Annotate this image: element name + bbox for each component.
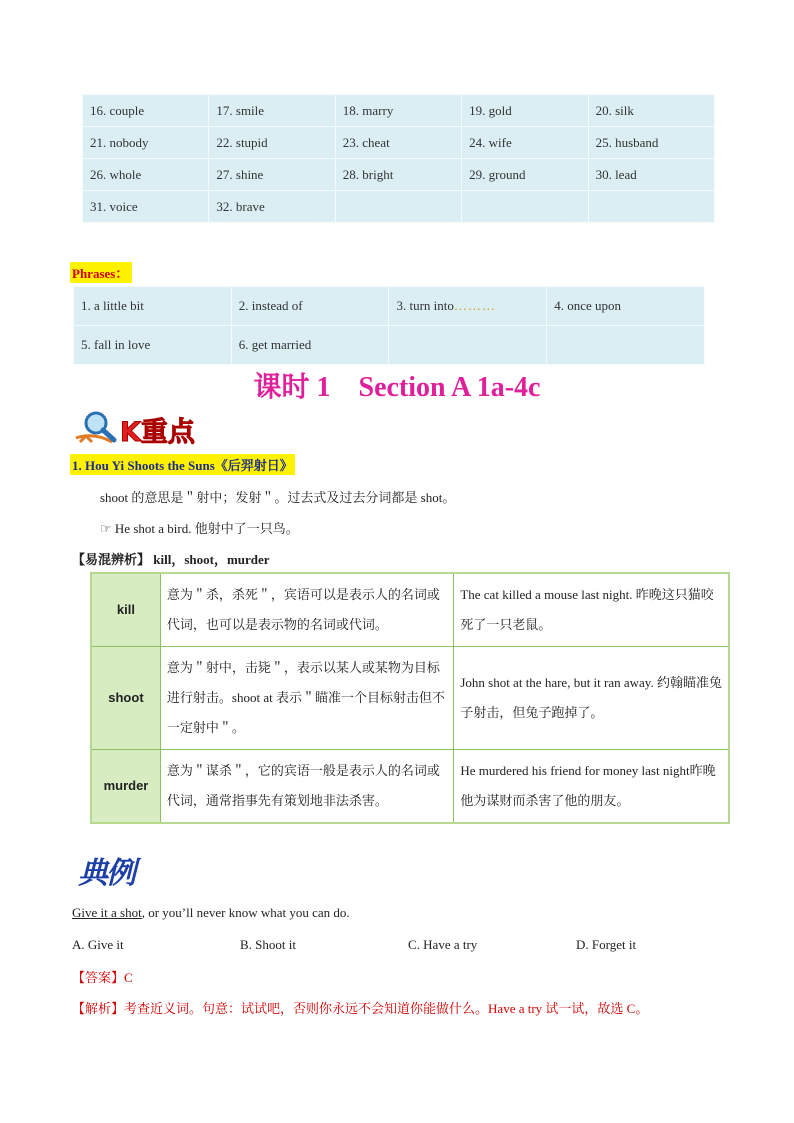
table-cell: 1. a little bit [74, 287, 232, 326]
example-logo-text: 典例 [78, 856, 134, 891]
answer-value: C [124, 970, 133, 985]
table-cell: 26. whole [83, 159, 209, 191]
option-c: C. Have a try [408, 937, 478, 952]
table-row [83, 127, 715, 159]
answer-line [72, 967, 133, 986]
example-cell: John shot at the hare, but it ran away. 约翰瞄准兔子射击，但兔子跑掉了。 [454, 647, 729, 750]
table-cell: 6. get married [231, 326, 389, 365]
table-cell: 27. shine [209, 159, 335, 191]
table-cell [547, 326, 705, 365]
phrases-label: Phrases： [70, 262, 132, 283]
option-a: A. Give it [72, 937, 124, 952]
meaning-cell: 意为＂射中，击毙＂，表示以某人或某物为目标进行射击。shoot at 表示＂瞄准一个目标射击但不一定射中＂。 [160, 647, 453, 750]
table-cell: 19. gold [462, 95, 588, 127]
table-cell: 29. ground [462, 159, 588, 191]
analysis-text: 考查近义词。句意：试试吧，否则你永远不会知道你能做什么。 [124, 1001, 489, 1016]
question-rest: , or you’ll never know what you can do. [141, 905, 350, 920]
table-cell: 24. wife [462, 127, 588, 159]
analysis-label: 【解析】 [72, 1001, 125, 1016]
table-cell: 16. couple [83, 95, 209, 127]
table-cell [389, 287, 547, 326]
table-cell: 17. smile [209, 95, 335, 127]
table-cell: 32. brave [209, 191, 335, 223]
question-text [72, 905, 350, 921]
word-cell: shoot [91, 647, 160, 750]
table-cell: 23. cheat [335, 127, 461, 159]
table-cell: 30. lead [588, 159, 714, 191]
vocab-table [82, 94, 715, 223]
option-d: D. Forget it [576, 937, 637, 952]
analysis-highlight: Have a try 试一试，故选 C。 [488, 1001, 649, 1016]
table-cell [335, 191, 461, 223]
comparison-table [90, 572, 730, 824]
table-cell: 25. husband [588, 127, 714, 159]
word-cell: murder [91, 750, 160, 824]
table-row [91, 750, 729, 824]
table-cell: 5. fall in love [74, 326, 232, 365]
phrase-dots: ……… [453, 298, 496, 313]
table-cell: 18. marry [335, 95, 461, 127]
table-cell: 31. voice [83, 191, 209, 223]
example-line [100, 518, 299, 537]
phrases-table [73, 286, 705, 365]
meaning-cell: 意为＂杀，杀死＂，宾语可以是表示人的名词或代词，也可以是表示物的名词或代词。 [160, 573, 453, 647]
table-row [83, 159, 715, 191]
table-row [83, 95, 715, 127]
example-cell: He murdered his friend for money last night昨晚他为谋财而杀害了他的朋友。 [454, 750, 729, 824]
confusion-heading [72, 549, 270, 568]
confusion-words: kill，shoot，murder [153, 552, 270, 567]
page-title [0, 365, 794, 405]
example-sentence: He shot a bird. 他射中了一只鸟。 [114, 521, 299, 536]
point-heading: 1. Hou Yi Shoots the Suns《后羿射日》 [70, 454, 295, 475]
table-cell: 21. nobody [83, 127, 209, 159]
answer-label: 【答案】 [72, 970, 125, 985]
example-cell: The cat killed a mouse last night. 昨晚这只猫咬死了一只老鼠。 [454, 573, 729, 647]
table-row [74, 326, 705, 365]
option-b: B. Shoot it [240, 937, 296, 952]
table-cell: 28. bright [335, 159, 461, 191]
lesson-number: 课时 1 [253, 372, 331, 403]
section-name: Section A 1a-4c [358, 372, 541, 403]
table-cell [389, 326, 547, 365]
word-cell: kill [91, 573, 160, 647]
table-row [83, 191, 715, 223]
table-row [91, 573, 729, 647]
example-logo [78, 848, 134, 892]
analysis-line [72, 998, 648, 1017]
phrase-text: 3. turn into [396, 298, 454, 313]
table-row [74, 287, 705, 326]
table-cell: 2. instead of [231, 287, 389, 326]
table-cell: 4. once upon [547, 287, 705, 326]
key-badge-text: K重点 [120, 417, 195, 448]
question-underlined: Give it a shot [72, 905, 142, 920]
table-cell [462, 191, 588, 223]
pointer-icon: ☞ [100, 521, 112, 536]
table-row [91, 647, 729, 750]
table-cell: 22. stupid [209, 127, 335, 159]
explanation-text: shoot 的意思是＂射中；发射＂。过去式及过去分词都是 shot。 [100, 490, 456, 505]
key-points-badge [72, 408, 222, 448]
confusion-label: 【易混辨析】 [72, 552, 151, 567]
meaning-cell: 意为＂谋杀＂，它的宾语一般是表示人的名词或代词，通常指事先有策划地非法杀害。 [160, 750, 453, 824]
table-cell: 20. silk [588, 95, 714, 127]
table-cell [588, 191, 714, 223]
